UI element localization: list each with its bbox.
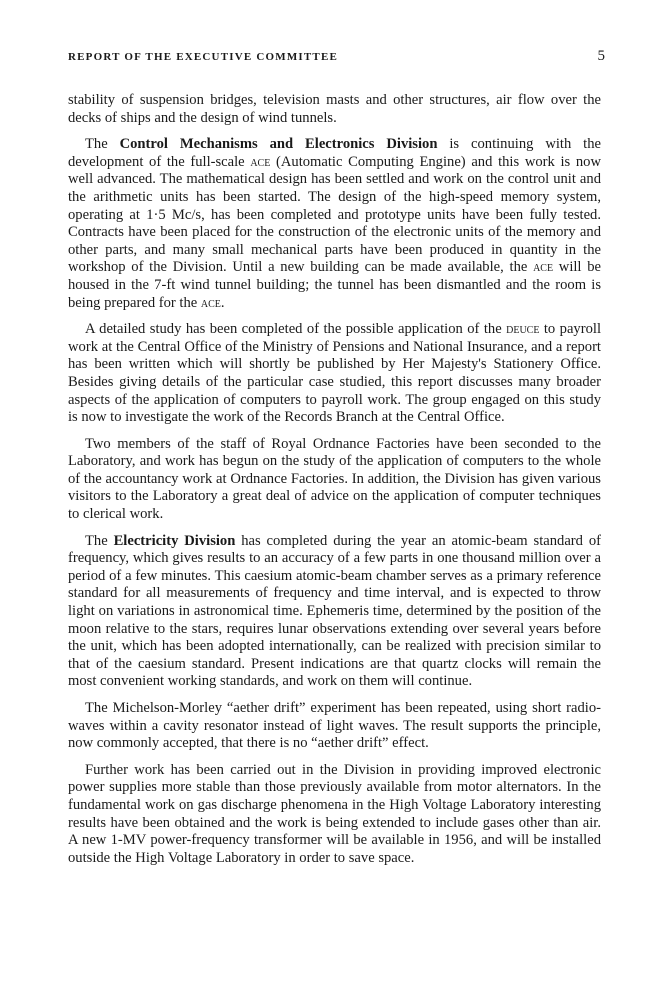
paragraph-2-mid1: is continuing with the development of the full-scale [68, 136, 601, 170]
ace-acronym: ace [533, 259, 554, 276]
paragraph-6-text: The Michelson-Morley “aether drift” experiment has been repeated, using short radio-waves within a cavity resonator instead of light waves. The result supports the principle, now commonly accepted, that there is no “aether drift” effect. [68, 700, 601, 752]
ace-acronym: ace [200, 294, 221, 311]
paragraph-7 [68, 762, 601, 868]
body-text [68, 92, 601, 867]
paragraph-3-post: to payroll work at the Central Office of the Ministry of Pensions and National Insurance, and a report has been written which will shortly be published by Her Majesty's Stationery Office. Besides giving details of the particular case studied, this report discusses many broader aspects of the application of computers to payroll work. The group engaged on this study is now to investigate the work of the Records Branch at the Central Office. [68, 321, 601, 426]
paragraph-5-pre: The [85, 532, 114, 549]
paragraph-1 [68, 92, 601, 127]
paragraph-5 [68, 533, 601, 691]
document-page [68, 48, 605, 876]
paragraph-6 [68, 700, 601, 753]
paragraph-3-pre: A detailed study has been completed of the possible application of the [85, 321, 507, 338]
paragraph-7-text: Further work has been carried out in the Division in providing improved electronic power supplies more stable than those previously available from motor alternators. In the fundamental work on gas discharge phenomena in the High Voltage Laboratory interesting results have been obtained and the work is being extended to include gases other than air. A new 1-MV power-frequency transformer will be available in 1956, and will be installed outside the High Voltage Laboratory in order to save space. [68, 761, 601, 866]
paragraph-4 [68, 436, 601, 524]
page-number: 5 [597, 48, 605, 64]
division-name-control: Control Mechanisms and Electronics Division [119, 136, 438, 153]
paragraph-5-post: has completed during the year an atomic-beam standard of frequency, which gives results to an accuracy of a few parts in one thousand million over a period of a few minutes. This caesium atomic-beam chamber serves as a primary reference standard for all measurements of frequency and time interval, and is expected to throw light on variations in astronomical time. Ephemeris time, determined by the position of the moon relative to the stars, requires lunar observations extending over several years before the unit, which has been adopted internationally, can be realized with precision similar to that of the caesium standard. Present indications are that quartz clocks will remain the most convenient working standards, and work on them will continue. [68, 532, 601, 690]
deuce-acronym: deuce [506, 321, 540, 338]
paragraph-2 [68, 136, 601, 312]
paragraph-1-text: stability of suspension bridges, television masts and other structures, air flow over the decks of ships and the design of wind tunnels. [68, 92, 601, 126]
paragraph-2-pre: The [85, 136, 120, 153]
paragraph-2-post: . [220, 294, 225, 311]
paragraph-2-mid2: (Automatic Computing Engine) and this work is now well advanced. The mathematical design has been settled and work on the control unit and the arithmetic units has been started. The design of the high-speed memory system, operating at 1·5 Mc/s, has been completed and prototype units have been fully tested. Contracts have been placed for the construction of the electronic units of the memory and other parts, and many small mechanical parts have been produced in quantity in the workshop of the Division. Until a new building can be made available, the [68, 153, 602, 276]
paragraph-4-text: Two members of the staff of Royal Ordnance Factories have been seconded to the Laboratory, and work has begun on the study of the application of computers to the whole of the accountancy work at Ordnance Factories. In addition, the Division has given various visitors to the Laboratory a great deal of advice on the application of computer techniques to clerical work. [68, 435, 601, 523]
division-name-electricity: Electricity Division [113, 532, 236, 549]
paragraph-3 [68, 321, 601, 427]
paragraph-2-mid3: will be housed in the 7-ft wind tunnel building; the tunnel has been dismantled and the room is being prepared for the [68, 259, 601, 311]
running-header [68, 48, 605, 70]
ace-acronym: ace [250, 153, 271, 170]
header-title: REPORT OF THE EXECUTIVE COMMITTEE [68, 51, 339, 63]
